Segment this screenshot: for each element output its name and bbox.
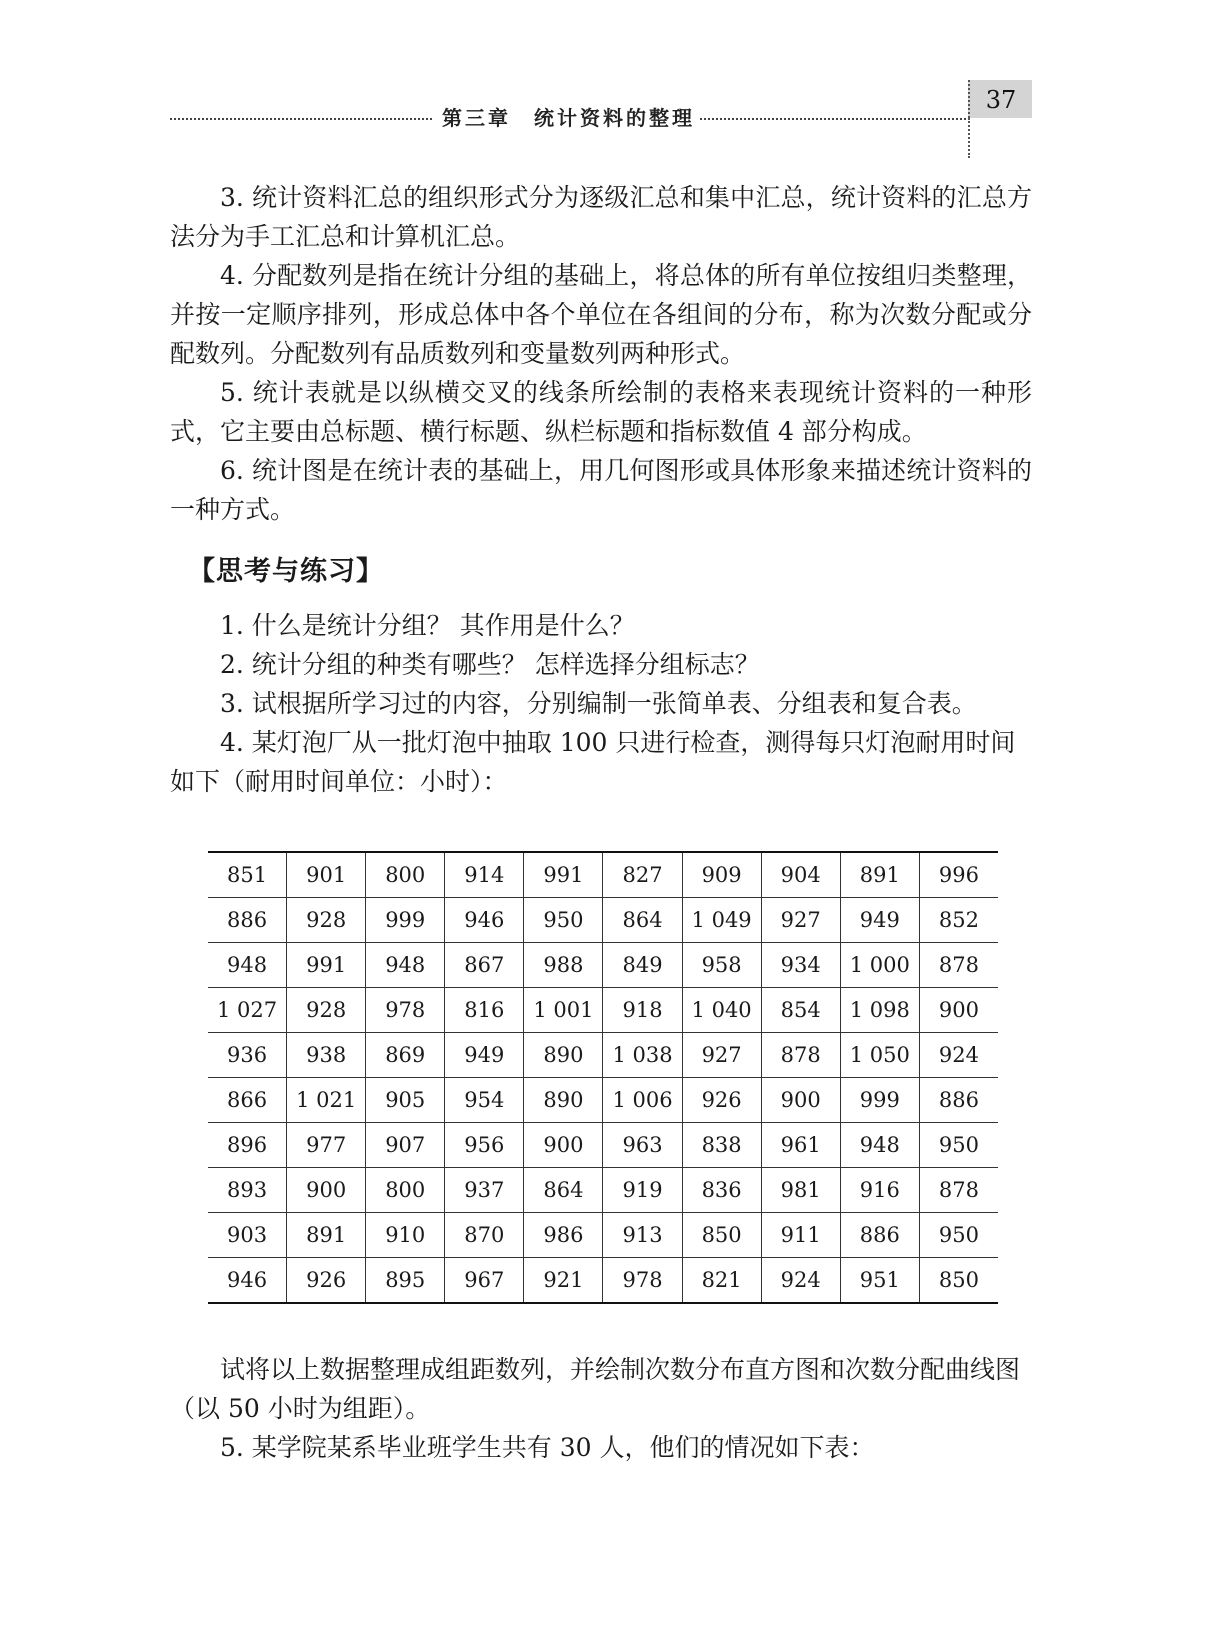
- table-cell: 936: [208, 1033, 287, 1078]
- table-row: [208, 898, 998, 943]
- summary-paragraph-5: 5. 统计表就是以纵横交叉的线条所绘制的表格来表现统计资料的一种形式，它主要由总标题、横行标题、纵栏标题和指标数值 4 部分构成。: [170, 378, 1032, 446]
- table-cell: 991: [287, 943, 366, 988]
- table-cell: 924: [761, 1258, 840, 1304]
- table-cell: 949: [445, 1033, 524, 1078]
- table-cell: 981: [761, 1168, 840, 1213]
- table-cell: 961: [761, 1123, 840, 1168]
- chapter-title: 第三章 统计资料的整理: [442, 106, 695, 130]
- table-cell: 991: [524, 852, 603, 898]
- table-cell: 850: [919, 1258, 998, 1304]
- table-cell: 1 098: [840, 988, 919, 1033]
- table-cell: 927: [682, 1033, 761, 1078]
- table-cell: 1 049: [682, 898, 761, 943]
- table-cell: 864: [524, 1168, 603, 1213]
- table-cell: 900: [524, 1123, 603, 1168]
- table-cell: 911: [761, 1213, 840, 1258]
- table-cell: 838: [682, 1123, 761, 1168]
- table-cell: 864: [603, 898, 682, 943]
- table-cell: 1 021: [287, 1078, 366, 1123]
- question-1: 1. 什么是统计分组？ 其作用是什么？: [220, 611, 635, 640]
- table-cell: 850: [682, 1213, 761, 1258]
- table-cell: 893: [208, 1168, 287, 1213]
- question-5: 5. 某学院某系毕业班学生共有 30 人，他们的情况如下表：: [220, 1433, 875, 1462]
- table-cell: 926: [287, 1258, 366, 1304]
- table-cell: 934: [761, 943, 840, 988]
- header-dotted-rule-right: [700, 118, 970, 120]
- table-cell: 978: [366, 988, 445, 1033]
- summary-paragraph-6: 6. 统计图是在统计表的基础上，用几何图形或具体形象来描述统计资料的一种方式。: [170, 456, 1032, 524]
- table-cell: 988: [524, 943, 603, 988]
- table-row: [208, 988, 998, 1033]
- table-cell: 890: [524, 1033, 603, 1078]
- table-cell: 928: [287, 988, 366, 1033]
- table-cell: 886: [840, 1213, 919, 1258]
- table-cell: 900: [761, 1078, 840, 1123]
- after-table-content: [170, 1350, 1032, 1467]
- table-cell: 903: [208, 1213, 287, 1258]
- page-number: 37: [968, 80, 1032, 118]
- table-cell: 958: [682, 943, 761, 988]
- table-cell: 886: [208, 898, 287, 943]
- table-row: [208, 943, 998, 988]
- table-cell: 954: [445, 1078, 524, 1123]
- table-cell: 950: [919, 1213, 998, 1258]
- table-cell: 919: [603, 1168, 682, 1213]
- table-cell: 928: [287, 898, 366, 943]
- table-cell: 866: [208, 1078, 287, 1123]
- table-cell: 918: [603, 988, 682, 1033]
- table-cell: 907: [366, 1123, 445, 1168]
- table-cell: 836: [682, 1168, 761, 1213]
- table-row: [208, 1078, 998, 1123]
- table-cell: 951: [840, 1258, 919, 1304]
- summary-paragraph-4: 4. 分配数列是指在统计分组的基础上，将总体的所有单位按组归类整理，并按一定顺序排列，形成总体中各个单位在各组间的分布，称为次数分配或分配数列。分配数列有品质数列和变量数列两种形式。: [170, 261, 1032, 368]
- running-header: [170, 96, 1030, 136]
- table-cell: 926: [682, 1078, 761, 1123]
- table-cell: 854: [761, 988, 840, 1033]
- table-row: [208, 852, 998, 898]
- table-cell: 948: [366, 943, 445, 988]
- table-cell: 827: [603, 852, 682, 898]
- table-cell: 900: [919, 988, 998, 1033]
- table-cell: 986: [524, 1213, 603, 1258]
- table-cell: 1 027: [208, 988, 287, 1033]
- table-cell: 878: [761, 1033, 840, 1078]
- table-cell: 913: [603, 1213, 682, 1258]
- table-cell: 891: [840, 852, 919, 898]
- table-cell: 949: [840, 898, 919, 943]
- table-cell: 901: [287, 852, 366, 898]
- table-cell: 946: [208, 1258, 287, 1304]
- table-cell: 904: [761, 852, 840, 898]
- table-cell: 950: [919, 1123, 998, 1168]
- table-cell: 978: [603, 1258, 682, 1304]
- table-cell: 890: [524, 1078, 603, 1123]
- table-cell: 938: [287, 1033, 366, 1078]
- table-cell: 909: [682, 852, 761, 898]
- table-cell: 921: [524, 1258, 603, 1304]
- table-row: [208, 1168, 998, 1213]
- table-cell: 800: [366, 852, 445, 898]
- main-content: [170, 178, 1032, 801]
- table-cell: 800: [366, 1168, 445, 1213]
- question-3: 3. 试根据所学习过的内容，分别编制一张简单表、分组表和复合表。: [220, 689, 977, 718]
- table-cell: 891: [287, 1213, 366, 1258]
- table-row: [208, 1123, 998, 1168]
- table-row: [208, 1033, 998, 1078]
- question-4-instruction: 试将以上数据整理成组距数列，并绘制次数分布直方图和次数分配曲线图（以 50 小时为组距）。: [170, 1355, 1021, 1423]
- exercise-heading: 【思考与练习】: [188, 556, 384, 587]
- table-cell: 937: [445, 1168, 524, 1213]
- table-cell: 852: [919, 898, 998, 943]
- table-cell: 916: [840, 1168, 919, 1213]
- table-cell: 977: [287, 1123, 366, 1168]
- table-cell: 870: [445, 1213, 524, 1258]
- table-cell: 869: [366, 1033, 445, 1078]
- table-cell: 1 001: [524, 988, 603, 1033]
- page-number-dotted-line: [968, 118, 970, 158]
- question-2: 2. 统计分组的种类有哪些？ 怎样选择分组标志？: [220, 650, 760, 679]
- table-cell: 948: [208, 943, 287, 988]
- table-cell: 816: [445, 988, 524, 1033]
- table-cell: 878: [919, 1168, 998, 1213]
- table-cell: 946: [445, 898, 524, 943]
- table-cell: 821: [682, 1258, 761, 1304]
- table-cell: 999: [366, 898, 445, 943]
- summary-paragraph-3: 3. 统计资料汇总的组织形式分为逐级汇总和集中汇总，统计资料的汇总方法分为手工汇总和计算机汇总。: [170, 183, 1032, 251]
- table-cell: 956: [445, 1123, 524, 1168]
- table-cell: 963: [603, 1123, 682, 1168]
- table-cell: 1 000: [840, 943, 919, 988]
- table-cell: 999: [840, 1078, 919, 1123]
- table-cell: 1 040: [682, 988, 761, 1033]
- table-cell: 905: [366, 1078, 445, 1123]
- table-cell: 996: [919, 852, 998, 898]
- table-cell: 948: [840, 1123, 919, 1168]
- table-cell: 950: [524, 898, 603, 943]
- table-cell: 896: [208, 1123, 287, 1168]
- table-cell: 910: [366, 1213, 445, 1258]
- table-cell: 867: [445, 943, 524, 988]
- table-cell: 967: [445, 1258, 524, 1304]
- header-dotted-rule-left: [170, 118, 432, 120]
- table-row: [208, 1213, 998, 1258]
- table-cell: 1 050: [840, 1033, 919, 1078]
- bulb-lifetime-table: [208, 851, 998, 1304]
- table-cell: 900: [287, 1168, 366, 1213]
- table-cell: 849: [603, 943, 682, 988]
- table-cell: 886: [919, 1078, 998, 1123]
- question-4: 4. 某灯泡厂从一批灯泡中抽取 100 只进行检查，测得每只灯泡耐用时间如下（耐用时间单位：小时）：: [170, 728, 1016, 796]
- table-row: [208, 1258, 998, 1304]
- table-cell: 924: [919, 1033, 998, 1078]
- table-cell: 927: [761, 898, 840, 943]
- table-cell: 1 038: [603, 1033, 682, 1078]
- table-cell: 851: [208, 852, 287, 898]
- table-cell: 895: [366, 1258, 445, 1304]
- table-cell: 1 006: [603, 1078, 682, 1123]
- table-cell: 878: [919, 943, 998, 988]
- table-cell: 914: [445, 852, 524, 898]
